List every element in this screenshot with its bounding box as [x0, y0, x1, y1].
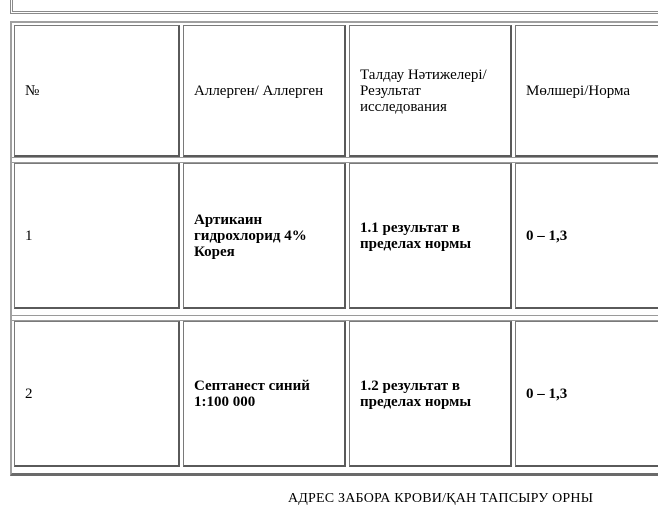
row-allergen: Септанест синий 1:100 000 — [183, 321, 346, 467]
header-allergen: Аллерген/ Аллерген — [183, 25, 346, 157]
row-number: 1 — [14, 163, 180, 309]
header-results: Талдау Нәтижелері/ Результат исследования — [349, 25, 512, 157]
row-number: 2 — [14, 321, 180, 467]
row-norm: 0 – 1,3 — [515, 163, 658, 309]
table-row — [12, 161, 658, 311]
table-row — [12, 319, 658, 469]
row-result: 1.2 результат в пределах нормы — [349, 321, 512, 467]
allergen-results-table — [10, 21, 658, 476]
previous-table-remnant — [10, 0, 658, 14]
table-header-row — [12, 23, 658, 173]
row-allergen: Артикаин гидрохлорид 4% Корея — [183, 163, 346, 309]
header-number: № — [14, 25, 180, 157]
blood-collection-address-heading: АДРЕС ЗАБОРА КРОВИ/ҚАН ТАПСЫРУ ОРНЫ — [288, 491, 594, 506]
row-result: 1.1 результат в пределах нормы — [349, 163, 512, 309]
row-norm: 0 – 1,3 — [515, 321, 658, 467]
header-norm: Мөлшері/Норма — [515, 25, 658, 157]
